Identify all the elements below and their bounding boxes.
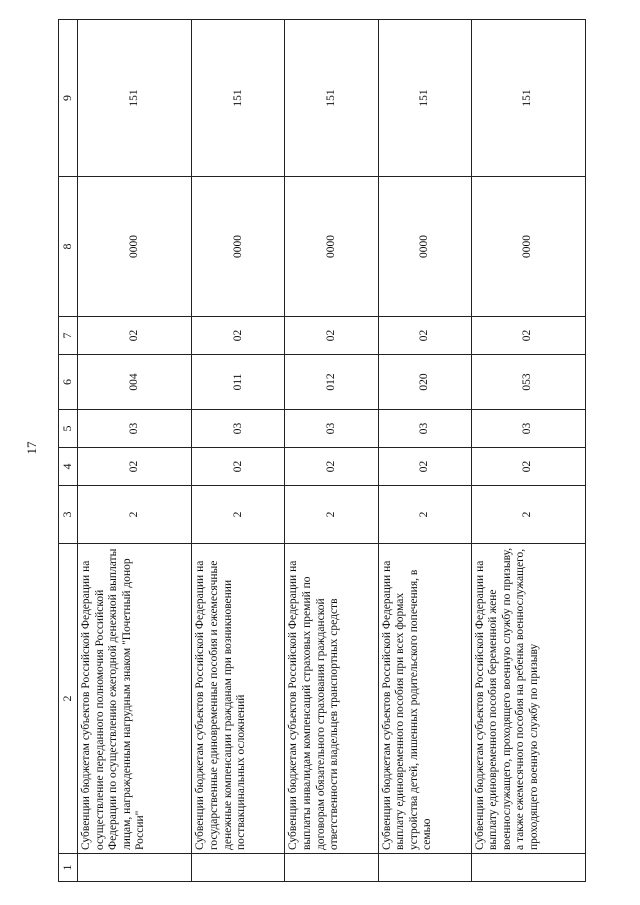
column-number: 6 xyxy=(59,355,78,410)
table-row xyxy=(192,20,285,882)
code-cell-3: 2 xyxy=(471,486,585,544)
description-cell: Субвенции бюджетам субъектов Российской Федерации на выплату единовременного пособия при всех формах устройства детей, лишенных родительского попечения, в семью xyxy=(378,544,471,854)
description-cell: Субвенции бюджетам субъектов Российской Федерации на выплаты инвалидам компенсаций страховых премий по договорам обязательного страхования гражданской ответственности владельцев транспортных средств xyxy=(285,544,378,854)
code-cell-5: 03 xyxy=(378,410,471,448)
code-cell-9: 151 xyxy=(192,20,285,177)
code-cell-4: 02 xyxy=(285,448,378,486)
code-cell-7: 02 xyxy=(285,317,378,355)
row-index-cell xyxy=(285,854,378,882)
code-cell-9: 151 xyxy=(285,20,378,177)
row-index-cell xyxy=(378,854,471,882)
row-index-cell xyxy=(192,854,285,882)
code-cell-8: 0000 xyxy=(192,177,285,317)
code-cell-6: 011 xyxy=(192,355,285,410)
code-cell-3: 2 xyxy=(378,486,471,544)
code-cell-5: 03 xyxy=(471,410,585,448)
description-cell: Субвенции бюджетам субъектов Российской Федерации на осуществление переданного полномочия Российской Федерации по осуществлению ежегодной денежной выплаты лицам, награжденным нагрудным знаком "Почетный донор России" xyxy=(78,544,192,854)
table-row xyxy=(378,20,471,882)
code-cell-8: 0000 xyxy=(78,177,192,317)
description-cell: Субвенции бюджетам субъектов Российской Федерации на государственные единовременные пособия и ежемесячные денежные компенсации гражданам при возникновении поствакцинальных осложнений xyxy=(192,544,285,854)
column-number: 2 xyxy=(59,544,78,854)
column-number: 1 xyxy=(59,854,78,882)
description-cell: Субвенции бюджетам субъектов Российской Федерации на выплату единовременного пособия беременной жене военнослужащего, проходящего военную службу по призыву, а также ежемесячного пособия на ребенка военнослужащего, проходящего военную службу по призыву xyxy=(471,544,585,854)
column-number: 5 xyxy=(59,410,78,448)
code-cell-6: 053 xyxy=(471,355,585,410)
code-cell-6: 020 xyxy=(378,355,471,410)
column-number: 3 xyxy=(59,486,78,544)
page-number: 17 xyxy=(24,441,39,455)
rotated-table-container xyxy=(58,20,586,882)
code-cell-4: 02 xyxy=(78,448,192,486)
code-cell-8: 0000 xyxy=(378,177,471,317)
code-cell-6: 012 xyxy=(285,355,378,410)
code-cell-7: 02 xyxy=(78,317,192,355)
column-number-row xyxy=(59,20,78,882)
code-cell-3: 2 xyxy=(285,486,378,544)
column-number: 4 xyxy=(59,448,78,486)
row-index-cell xyxy=(471,854,585,882)
code-cell-9: 151 xyxy=(378,20,471,177)
code-cell-5: 03 xyxy=(78,410,192,448)
code-cell-4: 02 xyxy=(378,448,471,486)
code-cell-3: 2 xyxy=(192,486,285,544)
column-number: 8 xyxy=(59,177,78,317)
column-number: 7 xyxy=(59,317,78,355)
row-index-cell xyxy=(78,854,192,882)
table-row xyxy=(471,20,585,882)
code-cell-8: 0000 xyxy=(471,177,585,317)
code-cell-7: 02 xyxy=(192,317,285,355)
table-row xyxy=(78,20,192,882)
table-row xyxy=(285,20,378,882)
code-cell-8: 0000 xyxy=(285,177,378,317)
code-cell-3: 2 xyxy=(78,486,192,544)
code-cell-6: 004 xyxy=(78,355,192,410)
code-cell-9: 151 xyxy=(78,20,192,177)
code-cell-5: 03 xyxy=(285,410,378,448)
code-cell-4: 02 xyxy=(471,448,585,486)
code-cell-7: 02 xyxy=(378,317,471,355)
column-number: 9 xyxy=(59,20,78,177)
code-cell-5: 03 xyxy=(192,410,285,448)
code-cell-4: 02 xyxy=(192,448,285,486)
budget-classification-table xyxy=(58,19,586,882)
code-cell-9: 151 xyxy=(471,20,585,177)
code-cell-7: 02 xyxy=(471,317,585,355)
